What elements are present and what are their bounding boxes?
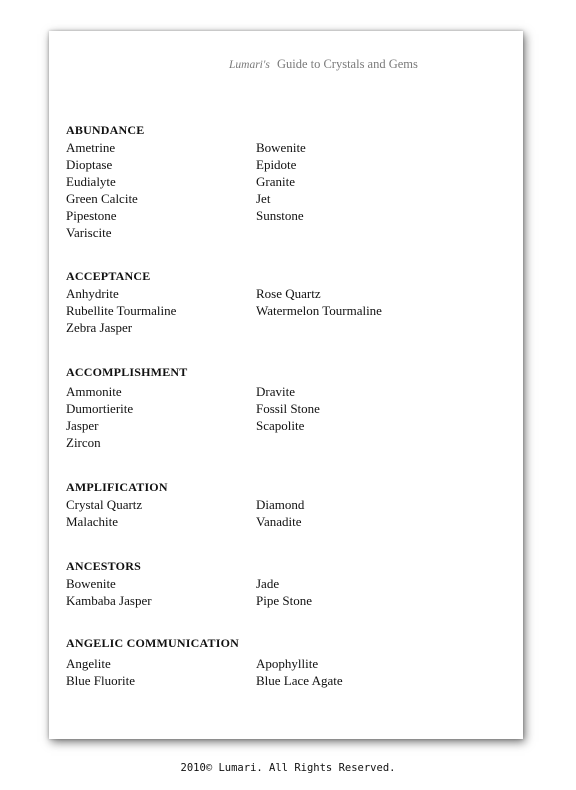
- gem-item: Diamond: [256, 497, 305, 512]
- gem-item: Vanadite: [256, 514, 302, 529]
- gem-list: [66, 383, 466, 451]
- gem-item: [256, 224, 466, 241]
- gem-item: Apophyllite: [256, 656, 319, 671]
- gem-item: Green Calcite: [66, 191, 138, 206]
- gem-item: Angelite: [66, 656, 111, 671]
- section-heading: ABUNDANCE: [66, 123, 145, 137]
- header-brand: Lumari's: [229, 59, 270, 71]
- gem-item: Ammonite: [66, 384, 122, 399]
- gem-list: [66, 139, 466, 241]
- gem-item: Sunstone: [256, 208, 304, 223]
- section-heading: ACCEPTANCE: [66, 269, 151, 283]
- gem-item: Epidote: [256, 157, 297, 172]
- gem-item: Pipestone: [66, 208, 117, 223]
- gem-item: Dravite: [256, 384, 295, 399]
- gem-item: Variscite: [66, 225, 112, 240]
- section-heading: ANGELIC COMMUNICATION: [66, 636, 239, 650]
- section-heading: ACCOMPLISHMENT: [66, 365, 188, 379]
- gem-item: Anhydrite: [66, 286, 119, 301]
- section-amplification: [66, 479, 466, 530]
- gem-item: Blue Lace Agate: [256, 673, 343, 688]
- gem-item: Fossil Stone: [256, 401, 320, 416]
- section-abundance: [66, 122, 466, 241]
- gem-item: Bowenite: [256, 140, 306, 155]
- gem-item: Bowenite: [66, 576, 116, 591]
- header-title: Guide to Crystals and Gems: [276, 57, 418, 71]
- gem-list: [66, 655, 466, 689]
- gem-list: [66, 575, 466, 609]
- gem-item: Rose Quartz: [256, 286, 321, 301]
- gem-item: Kambaba Jasper: [66, 593, 152, 608]
- section-acceptance: [66, 268, 466, 336]
- gem-item: Blue Fluorite: [66, 673, 135, 688]
- section-heading: ANCESTORS: [66, 559, 141, 573]
- gem-item: Zircon: [66, 435, 101, 450]
- section-ancestors: [66, 558, 466, 609]
- gem-list: [66, 496, 466, 530]
- gem-item: Zebra Jasper: [66, 320, 133, 335]
- section-heading: AMPLIFICATION: [66, 480, 168, 494]
- gem-item: Pipe Stone: [256, 593, 312, 608]
- section-angelic-communication: [66, 635, 466, 689]
- gem-list: [66, 285, 466, 336]
- gem-item: Rubellite Tourmaline: [66, 303, 177, 318]
- gem-item: [256, 434, 466, 451]
- gem-item: Jade: [256, 576, 280, 591]
- gem-item: Dioptase: [66, 157, 113, 172]
- gem-item: Jet: [256, 191, 271, 206]
- gem-item: Malachite: [66, 514, 118, 529]
- gem-item: Eudialyte: [66, 174, 116, 189]
- gem-item: Granite: [256, 174, 295, 189]
- gem-item: Crystal Quartz: [66, 497, 143, 512]
- gem-item: Scapolite: [256, 418, 305, 433]
- gem-item: Watermelon Tourmaline: [256, 303, 382, 318]
- gem-item: Dumortierite: [66, 401, 134, 416]
- copyright-footer: 2010© Lumari. All Rights Reserved.: [180, 762, 396, 774]
- section-accomplishment: [66, 364, 466, 451]
- gem-item: Ametrine: [66, 140, 116, 155]
- gem-item: Jasper: [66, 418, 99, 433]
- gem-item: [256, 319, 466, 336]
- running-header: [229, 57, 418, 72]
